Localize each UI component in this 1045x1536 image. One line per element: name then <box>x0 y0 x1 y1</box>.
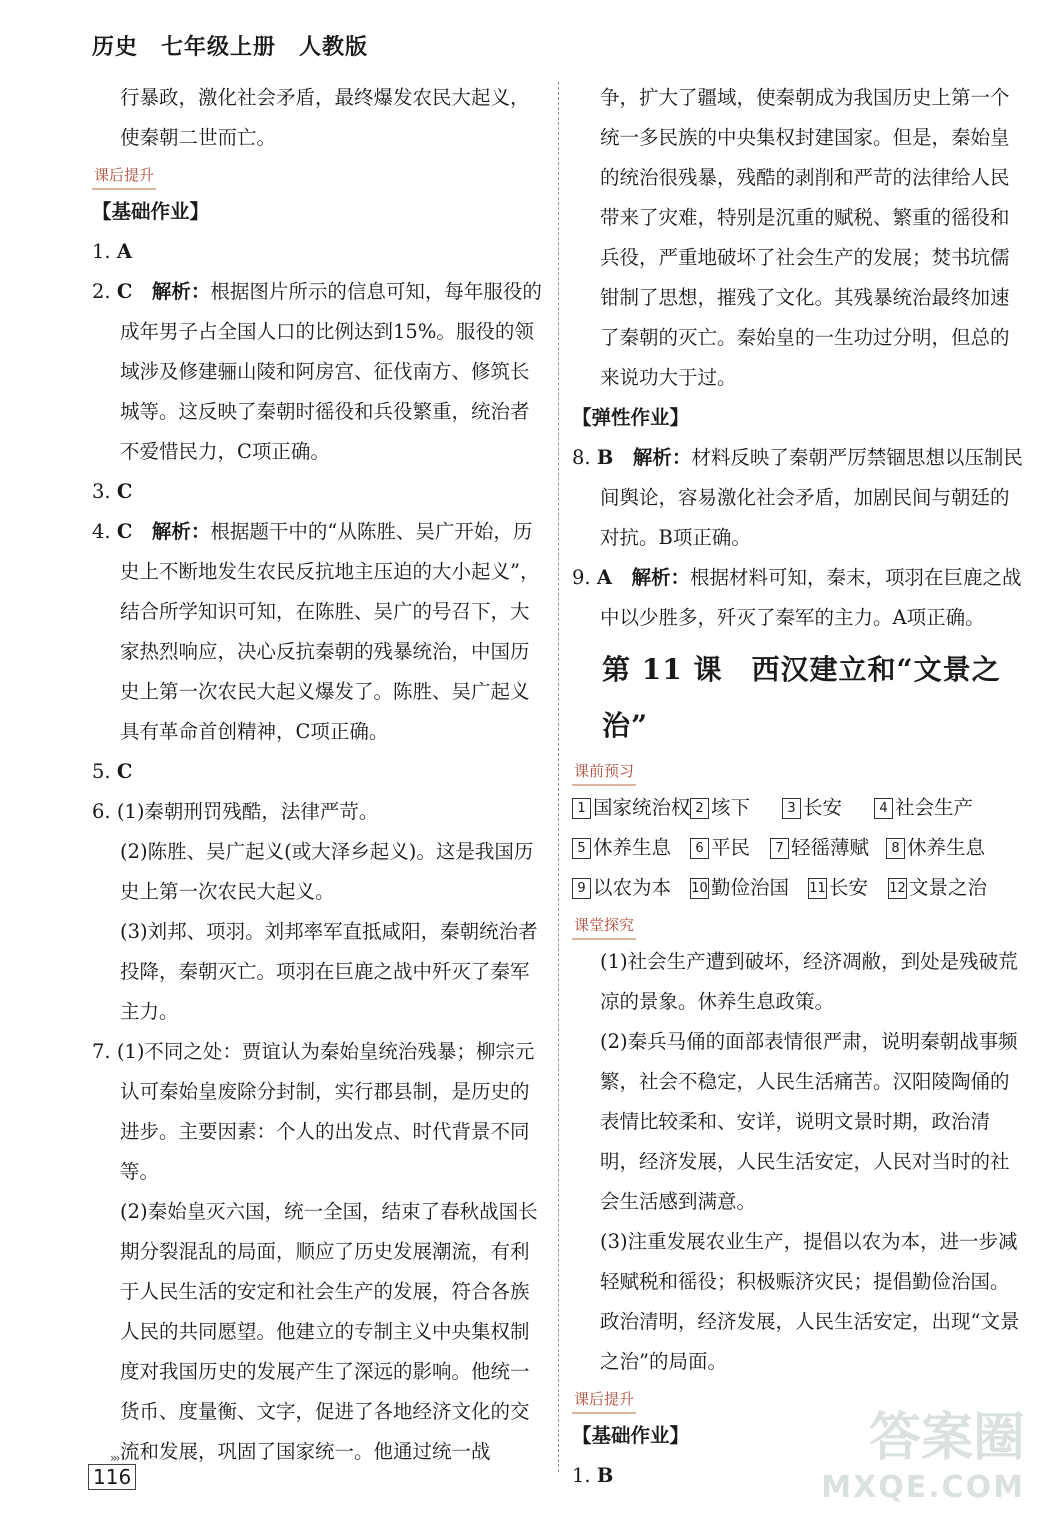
page-arrows-icon: ››› <box>110 1451 119 1465</box>
page-number: 116 <box>88 1464 136 1490</box>
grid-row <box>572 788 1027 828</box>
explore-part: (2)秦兵马俑的面部表情很严肃，说明秦朝战事频繁，社会不稳定，人民生活痛苦。汉阳陵陶俑的表情比较柔和、安详，说明文景时期，政治清明，经济发展，人民生活安定，人民对当时的社会生活感到满意。 <box>600 1030 1018 1213</box>
section-basic-2: 【基础作业】 <box>572 1424 690 1447</box>
explore-part: (1)社会生产遭到破坏，经济凋敝，到处是残破荒凉的景象。休养生息政策。 <box>600 950 1018 1013</box>
preview-grid <box>572 788 1027 908</box>
q7-continuation: 争，扩大了疆域，使秦朝成为我国历史上第一个统一多民族的中央集权封建国家。但是，秦始皇的统治很残暴，残酷的剥削和严苛的法律给人民带来了灾难，特别是沉重的赋税、繁重的徭役和兵役，严重地破坏了社会生产的发展；焚书坑儒钳制了思想，摧残了文化。其残暴统治最终加速了秦朝的灭亡。秦始皇的一生功过分明，但总的来说功大于过。 <box>600 86 1010 389</box>
answer-item-q6: 6. (1)秦朝刑罚残酷，法律严苛。 <box>92 800 379 823</box>
section-basic: 【基础作业】 <box>92 200 210 223</box>
q6-part: (2)陈胜、吴广起义(或大泽乡起义)。这是我国历史上第一次农民大起义。 <box>120 840 534 903</box>
tag-after-class-2: 课后提升 <box>572 1386 636 1414</box>
answer-item: 4. C 解析：根据题干中的“从陈胜、吴广开始，历史上不断地发生农民反抗地主压迫的大小起义”，结合所学知识可知，在陈胜、吴广的号召下，大家热烈响应，决心反抗秦朝的残暴统治，中国历史上第一次农民大起义爆发了。陈胜、吴广起义具有革命首创精神，C项正确。 <box>92 520 540 743</box>
tag-after-class: 课后提升 <box>92 162 156 190</box>
preview-cell: 7 轻徭薄赋 <box>770 828 886 868</box>
preview-cell: 5 休养生息 <box>572 828 690 868</box>
answer-item: 1. B <box>572 1464 614 1487</box>
explore-part: (3)注重发展农业生产，提倡以农为本，进一步减轻赋税和徭役；积极赈济灾民；提倡勤俭治国。政治清明，经济发展，人民生活安定，出现“文景之治”的局面。 <box>600 1230 1020 1373</box>
answer-item: 5. C <box>92 760 133 783</box>
q7-part: (2)秦始皇灭六国，统一全国，结束了春秋战国长期分裂混乱的局面，顺应了历史发展潮流，有利于人民生活的安定和社会生产的发展，符合各族人民的共同愿望。他建立的专制主义中央集权制度对我国历史的发展产生了深远的影响。他统一货币、度量衡、文字，促进了各地经济文化的交流和发展，巩固了国家统一。他通过统一战 <box>120 1200 538 1463</box>
intro-line: 行暴政，激化社会矛盾，最终爆发农民大起义， <box>120 86 530 109</box>
preview-cell: 3 长安 <box>782 788 874 828</box>
tag-in-class: 课堂探究 <box>572 912 636 940</box>
q6-part: (3)刘邦、项羽。刘邦率军直抵咸阳，秦朝统治者投降，秦朝灭亡。项羽在巨鹿之战中歼灭了秦军主力。 <box>120 920 538 1023</box>
preview-cell: 11 长安 <box>809 876 869 899</box>
preview-cell: 12 文景之治 <box>889 876 988 899</box>
answer-item-q9: 9. A 解析：根据材料可知，秦末，项羽在巨鹿之战中以少胜多，歼灭了秦军的主力。A项正确。 <box>572 566 1022 629</box>
preview-cell: 1 国家统治权 <box>572 788 690 828</box>
grid-row <box>572 828 1027 868</box>
answer-item: 1. A <box>92 240 132 263</box>
watermark-url: MXQE.COM <box>821 1470 1025 1505</box>
preview-cell: 9 以农为本 <box>572 868 690 908</box>
preview-cell: 4 社会生产 <box>874 788 973 828</box>
answer-item-q8: 8. B 解析：材料反映了秦朝严厉禁锢思想以压制民间舆论，容易激化社会矛盾，加剧民间与朝廷的对抗。B项正确。 <box>572 446 1023 549</box>
left-column <box>92 78 544 1472</box>
preview-cell: 8 休养生息 <box>886 828 985 868</box>
grid-row <box>572 868 1027 908</box>
preview-cell: 6 平民 <box>690 828 770 868</box>
answer-item: 3. C <box>92 480 133 503</box>
intro-line: 使秦朝二世而亡。 <box>120 126 277 149</box>
watermark <box>795 1408 1025 1528</box>
answer-item-q7: 7. (1)不同之处：贾谊认为秦始皇统治残暴；柳宗元认可秦始皇废除分封制，实行郡县制，是历史的进步。主要因素：个人的出发点、时代背景不同等。 <box>92 1040 535 1183</box>
watermark-text: 答案圈 <box>868 1408 1025 1468</box>
preview-cell: 10 勤俭治国 <box>691 876 790 899</box>
tag-preview: 课前预习 <box>572 758 636 786</box>
section-flex: 【弹性作业】 <box>572 406 690 429</box>
preview-cell: 2 垓下 <box>690 788 782 828</box>
right-column <box>572 78 1027 1496</box>
column-divider <box>558 82 559 1472</box>
answer-item: 2. C 解析：根据图片所示的信息可知，每年服役的成年男子占全国人口的比例达到15%。服役的领域涉及修建骊山陵和阿房宫、征伐南方、修筑长城等。这反映了秦朝时徭役和兵役繁重，统治者不爱惜民力，C项正确。 <box>92 280 542 463</box>
page-header: 历史 七年级上册 人教版 <box>92 35 369 60</box>
lesson-title: 第 11 课 西汉建立和“文景之治” <box>602 653 1001 742</box>
